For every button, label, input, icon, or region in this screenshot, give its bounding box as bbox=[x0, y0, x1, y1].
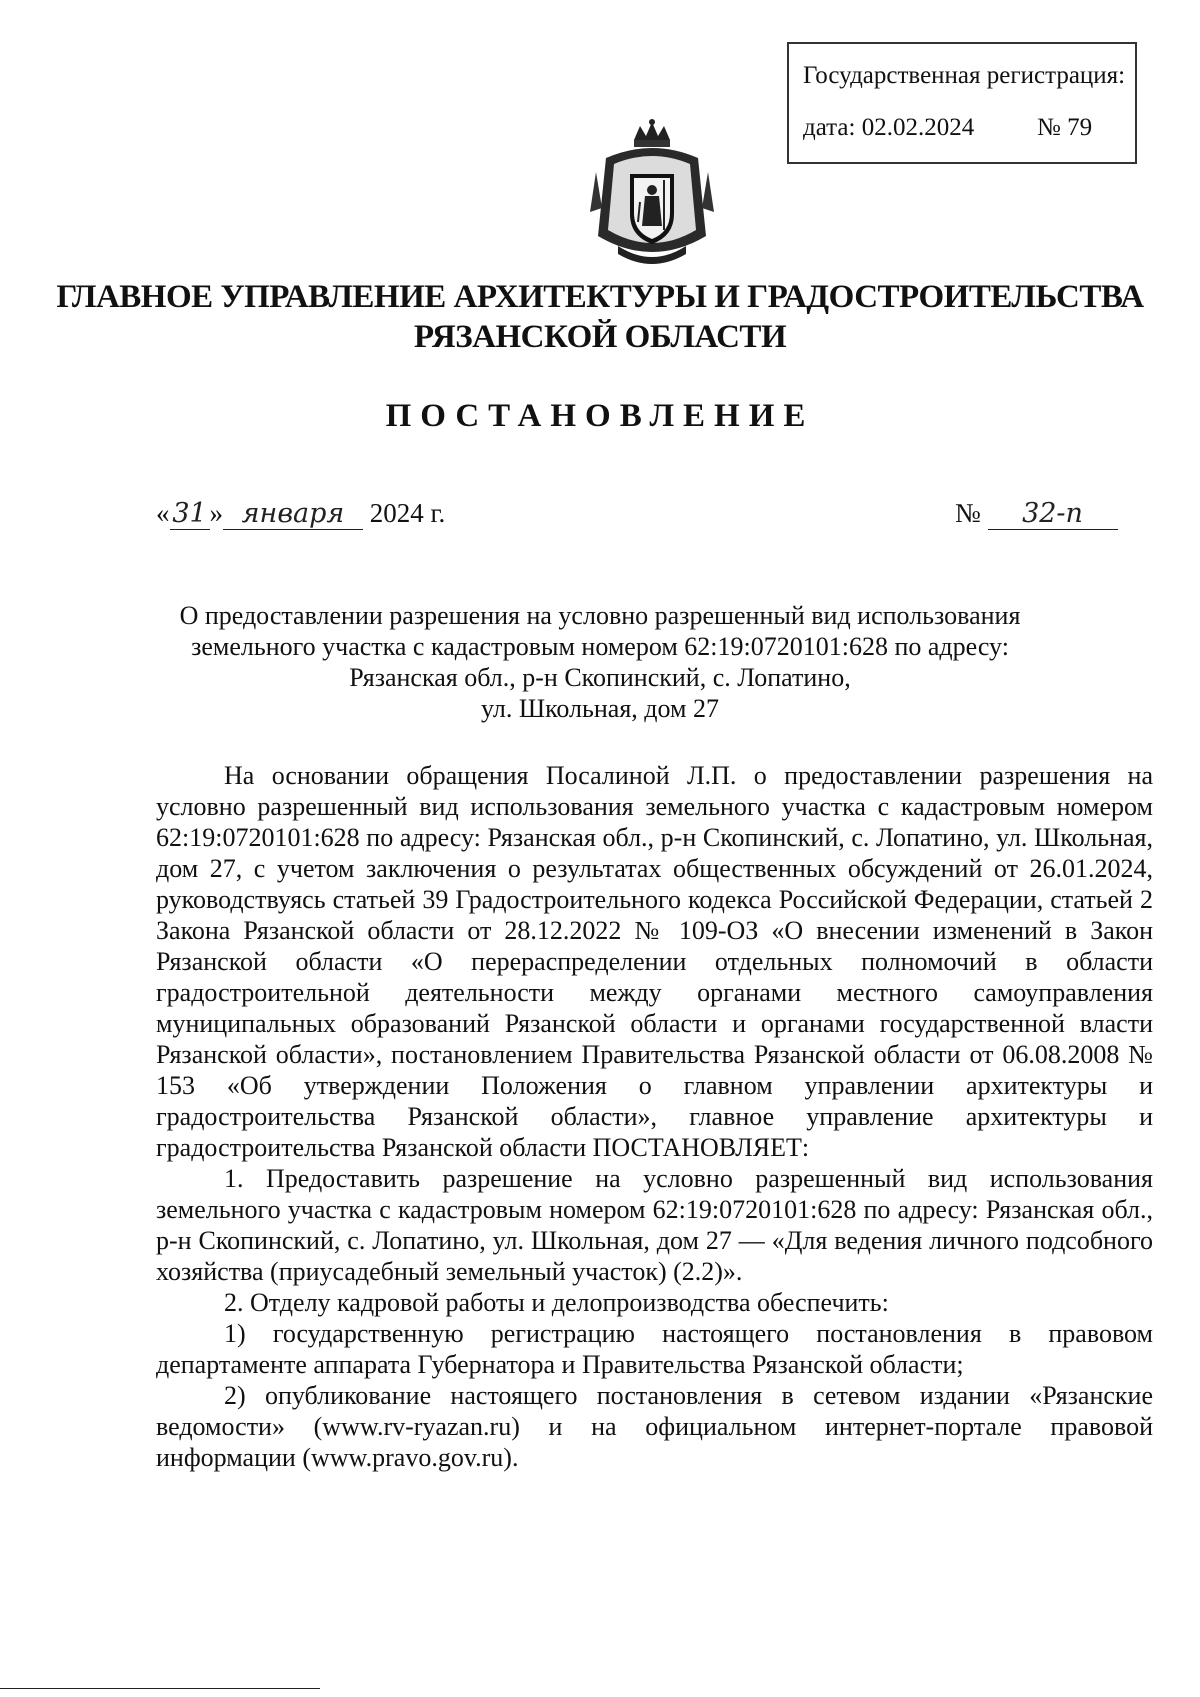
date-day: 31 bbox=[170, 498, 210, 530]
registration-number: № 79 bbox=[1037, 114, 1093, 141]
subject-line: земельного участка с кадастровым номером 62:19:0720101:628 по адресу: bbox=[191, 632, 1009, 661]
coat-of-arms-icon bbox=[582, 118, 722, 273]
body-paragraph-item-2: 2. Отделу кадровой работы и делопроизводства обеспечить: bbox=[224, 1288, 889, 1317]
subject-line: О предоставлении разрешения на условно разрешенный вид использования bbox=[179, 601, 1021, 630]
footer-divider bbox=[0, 1688, 320, 1689]
subject-line: ул. Школьная, дом 27 bbox=[481, 694, 719, 723]
date-year: 2024 г. bbox=[369, 498, 446, 528]
date-open-quote: « bbox=[156, 498, 170, 528]
document-type-heading: ПОСТАНОВЛЕНИЕ bbox=[385, 398, 815, 434]
subject-line: Рязанская обл., р-н Скопинский, с. Лопатино, bbox=[349, 663, 851, 692]
registration-stamp bbox=[787, 42, 1137, 164]
registration-date: дата: 02.02.2024 bbox=[803, 114, 975, 141]
body-paragraph-subitem-2: 2) опубликование настоящего постановления в сетевом издании «Рязанские ведомости» (www.rv-ryazan.ru) и на официальном интернет-портале правовой информации (www.pravo.gov.ru). bbox=[156, 1381, 1153, 1472]
document-subject bbox=[0, 600, 1200, 724]
organization-line-2: РЯЗАНСКОЙ ОБЛАСТИ bbox=[413, 319, 787, 355]
document-number-value: 32-п bbox=[988, 498, 1118, 530]
document-date bbox=[156, 498, 445, 530]
date-month: января bbox=[223, 498, 363, 530]
body-paragraph-item-1: 1. Предоставить разрешение на условно разрешенный вид использования земельного участка с кадастровым номером 62:19:0720101:628 по адресу: Рязанская обл., р-н Скопинский, с. Лопатино, ул. Школьная, дом 27 — «Для ведения личного подсобного хозяйства (приусадебный земельный участок) (2.2)». bbox=[156, 1164, 1153, 1286]
body-paragraph-preamble: На основании обращения Посалиной Л.П. о предоставлении разрешения на условно разрешенный вид использования земельного участка с кадастровым номером 62:19:0720101:628 по адресу: Рязанская обл., р-н Скопинский, с. Лопатино, ул. Школьная, дом 27, с учетом заключения о результатах общественных обсуждений от 26.01.2024, руководствуясь статьей 39 Градостроительного кодекса Российской Федерации, статьей 2 Закона Рязанской области от 28.12.2022 № 109-ОЗ «О внесении изменений в Закон Рязанской области «О перераспределении отдельных полномочий в области градостроительной деятельности между органами местного самоуправления муниципальных образований Рязанской области и органами государственной власти Рязанской области», постановлением Правительства Рязанской области от 06.08.2008 № 153 «Об утверждении Положения о главном управлении архитектуры и градостроительства Рязанской области», главное управление архитектуры и градостроительства Рязанской области ПОСТАНОВЛЯЕТ: bbox=[156, 761, 1153, 1162]
organization-line-1: ГЛАВНОЕ УПРАВЛЕНИЕ АРХИТЕКТУРЫ И ГРАДОСТРОИТЕЛЬСТВА bbox=[56, 279, 1144, 315]
registration-title: Государственная регистрация: bbox=[803, 62, 1126, 89]
date-close-quote: » bbox=[209, 498, 223, 528]
document-number bbox=[955, 498, 1118, 530]
document-number-label: № bbox=[955, 498, 981, 528]
document-body bbox=[156, 760, 1153, 1473]
body-paragraph-subitem-1: 1) государственную регистрацию настоящего постановления в правовом департаменте аппарата Губернатора и Правительства Рязанской области; bbox=[156, 1319, 1153, 1379]
organization-name bbox=[0, 277, 1200, 357]
